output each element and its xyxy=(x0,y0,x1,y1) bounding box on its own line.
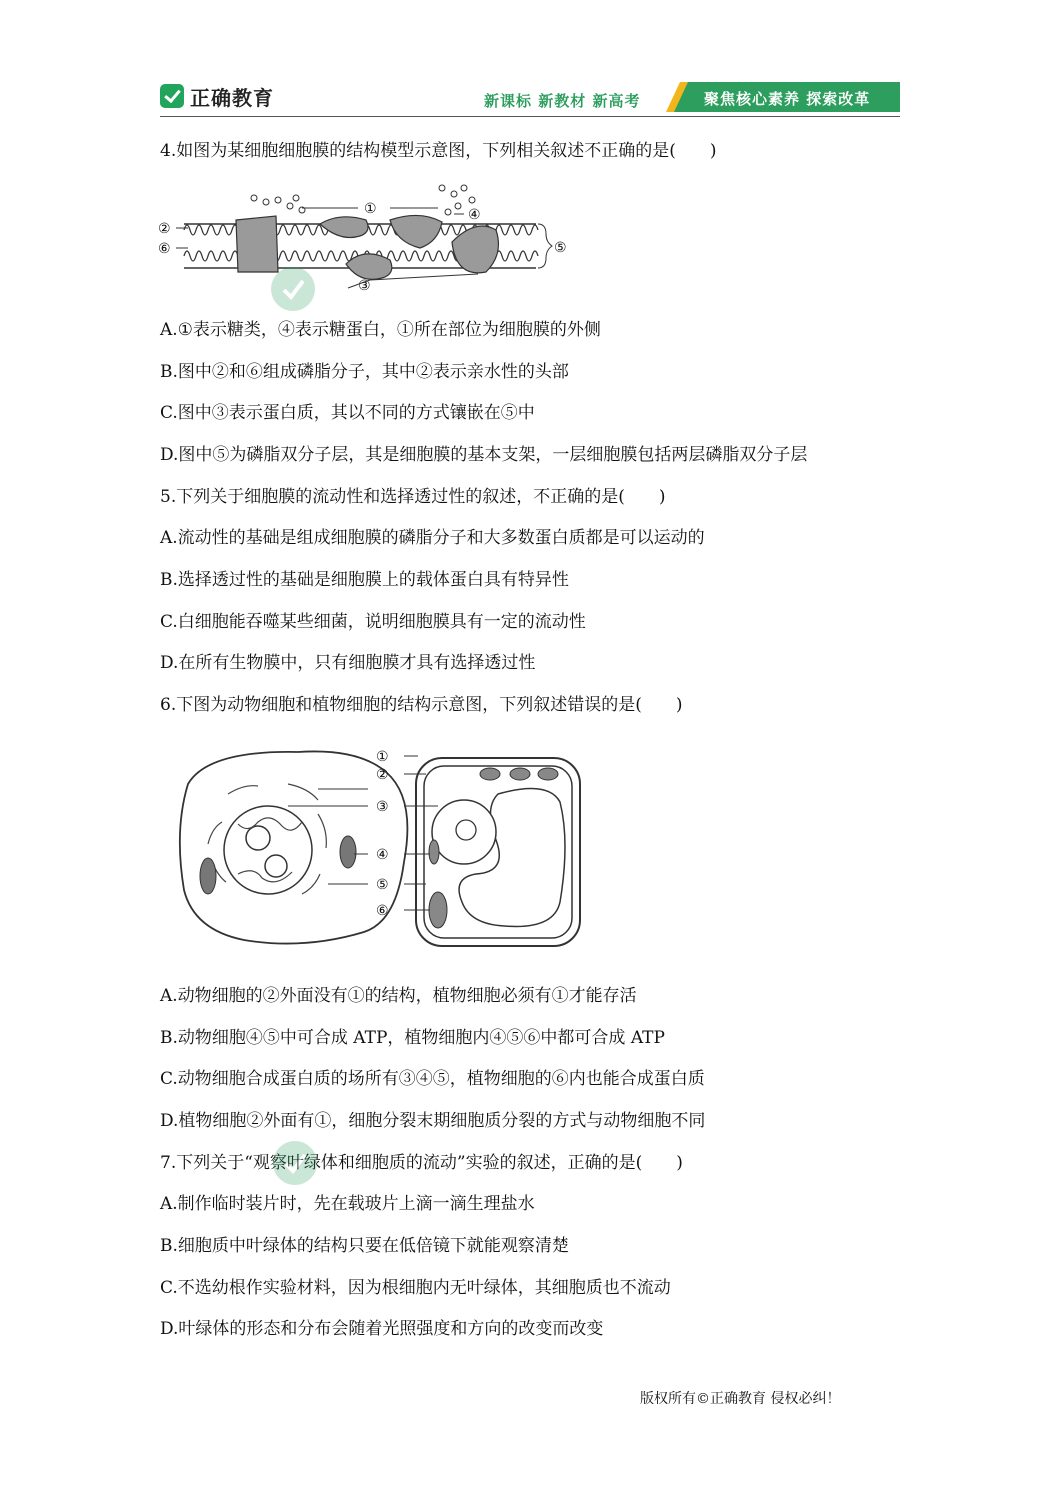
slogan-banner xyxy=(666,82,900,112)
label-3: ③ xyxy=(358,278,371,292)
q7-option-a: A.制作临时装片时，先在载玻片上滴一滴生理盐水 xyxy=(160,1194,535,1214)
membrane-figure xyxy=(158,180,578,292)
q5-option-a: A.流动性的基础是组成细胞膜的磷脂分子和大多数蛋白质都是可以运动的 xyxy=(160,528,705,548)
cell-label-3: ③ xyxy=(376,799,389,815)
copyright-footer: 版权所有©正确教育 侵权必纠！ xyxy=(640,1391,841,1407)
q4-option-d: D.图中⑤为磷脂双分子层，其是细胞膜的基本支架，一层细胞膜包括两层磷脂双分子层 xyxy=(160,445,808,465)
q7-option-c: C.不选幼根作实验材料，因为根细胞内无叶绿体，其细胞质也不流动 xyxy=(160,1278,671,1298)
slogan-right: 聚焦核心素养 探索改革 xyxy=(704,90,871,108)
page-header xyxy=(160,78,900,118)
q5-option-c: C.白细胞能吞噬某些细菌，说明细胞膜具有一定的流动性 xyxy=(160,612,586,632)
brand-name: 正确教育 xyxy=(190,85,274,110)
q5-option-b: B.选择透过性的基础是细胞膜上的载体蛋白具有特异性 xyxy=(160,570,569,590)
cell-label-2: ② xyxy=(376,767,389,783)
q6-option-b: B.动物细胞④⑤中可合成 ATP，植物细胞内④⑤⑥中都可合成 ATP xyxy=(160,1028,665,1048)
q7-option-d: D.叶绿体的形态和分布会随着光照强度和方向的改变而改变 xyxy=(160,1319,604,1339)
label-4: ④ xyxy=(468,207,481,223)
q7-stem: 7.下列关于“观察叶绿体和细胞质的流动”实验的叙述，正确的是( ) xyxy=(160,1153,683,1173)
q5-stem: 5.下列关于细胞膜的流动性和选择透过性的叙述，不正确的是( ) xyxy=(160,487,666,507)
q7-option-b: B.细胞质中叶绿体的结构只要在低倍镜下就能观察清楚 xyxy=(160,1236,569,1256)
watermark-icon xyxy=(270,266,316,312)
q6-stem: 6.下图为动物细胞和植物细胞的结构示意图，下列叙述错误的是( ) xyxy=(160,695,683,715)
cell-label-1: ① xyxy=(376,749,389,765)
q4-option-c: C.图中③表示蛋白质，其以不同的方式镶嵌在⑤中 xyxy=(160,403,535,423)
cell-label-6: ⑥ xyxy=(376,903,389,919)
label-6: ⑥ xyxy=(158,241,171,257)
watermark-icon-2 xyxy=(272,1140,318,1186)
q4-stem: 4.如图为某细胞细胞膜的结构模型示意图，下列相关叙述不正确的是( ) xyxy=(160,141,717,161)
header-divider xyxy=(160,116,900,117)
cell-label-4: ④ xyxy=(376,847,389,863)
q4-option-b: B.图中②和⑥组成磷脂分子，其中②表示亲水性的头部 xyxy=(160,362,569,382)
q4-option-a: A.①表示糖类，④表示糖蛋白，①所在部位为细胞膜的外侧 xyxy=(160,320,601,340)
cell-label-5: ⑤ xyxy=(376,877,389,893)
check-logo-icon xyxy=(160,84,184,108)
label-2: ② xyxy=(158,221,171,237)
slogan-left: 新课标 新教材 新高考 xyxy=(484,92,641,110)
q6-option-a: A.动物细胞的②外面没有①的结构，植物细胞必须有①才能存活 xyxy=(160,986,637,1006)
cell-figure xyxy=(168,744,588,954)
q6-option-c: C.动物细胞合成蛋白质的场所有③④⑤，植物细胞的⑥内也能合成蛋白质 xyxy=(160,1069,705,1089)
q6-option-d: D.植物细胞②外面有①，细胞分裂末期细胞质分裂的方式与动物细胞不同 xyxy=(160,1111,706,1131)
brand-logo xyxy=(160,80,274,112)
q5-option-d: D.在所有生物膜中，只有细胞膜才具有选择透过性 xyxy=(160,653,536,673)
label-5: ⑤ xyxy=(554,240,567,256)
label-1: ① xyxy=(364,201,377,217)
